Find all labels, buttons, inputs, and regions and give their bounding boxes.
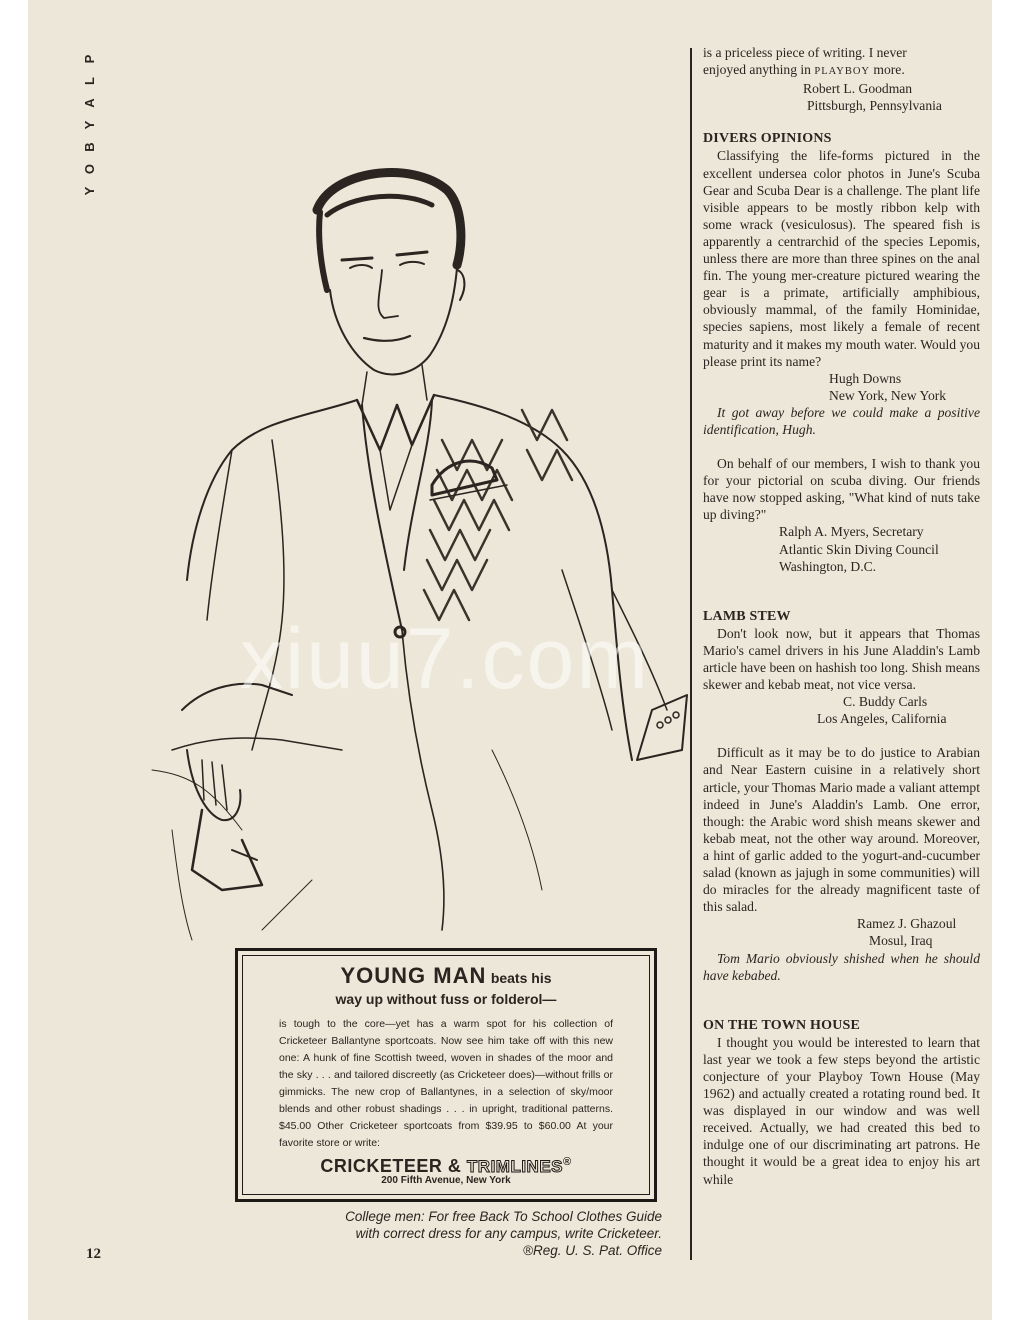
letter-signature: Robert L. Goodman — [803, 81, 913, 97]
letter-location: Washington, D.C. — [779, 558, 877, 574]
ad-brand-logo — [279, 1156, 613, 1177]
section-heading-lamb: LAMB STEW — [703, 608, 791, 624]
letter-signature: C. Buddy Carls — [843, 694, 928, 710]
ad-subhead: way up without fuss or folderol— — [335, 991, 557, 1007]
playboy-smallcaps: PLAYBOY — [814, 66, 870, 78]
letter-location: New York, New York — [829, 387, 947, 403]
cricketeer-ad-box — [235, 948, 657, 1202]
ad-headline-big: YOUNG MAN — [340, 963, 487, 988]
letter-location: Mosul, Iraq — [869, 933, 933, 949]
ad-body-copy: is tough to the core—yet has a warm spot for his collection of Cricketeer Ballantyne sportcoats. Now see him take off with this new one: A hunk of fine Scottish tweed, woven in shades of the moor and the sky . . . and tailored discreetly (as Cricketeer does)—without frills or gimmicks. The new crop of Ballantynes, in a selection of sky/moor blends and other robust shadings . . . in upright, traditional patterns. $45.00 Other Cricketeer sportcoats from $39.95 to $60.00 At your favorite store or write: — [279, 1018, 613, 1149]
letter-text: is a priceless piece of writing. I never — [703, 45, 907, 60]
man-in-sportcoat-illustration — [112, 150, 692, 950]
ad-brand-left: CRICKETEER & — [320, 1156, 462, 1176]
letter-text: On behalf of our members, I wish to thank you for your pictorial on scuba diving. Our friends have now stopped asking, "What kind of nuts take up diving?" — [703, 456, 980, 523]
page-number: 12 — [86, 1246, 101, 1262]
ad-headline — [279, 963, 613, 1010]
ad-brand-right: TRIMLINES — [466, 1157, 564, 1176]
letter-location: Atlantic Skin Diving Council — [779, 541, 939, 557]
ad-brand-mark: ® — [563, 1156, 572, 1168]
ad-address: 200 Fifth Avenue, New York — [381, 1175, 511, 1186]
section-heading-town-house: ON THE TOWN HOUSE — [703, 1017, 861, 1033]
letter-text: Classifying the life-forms pictured in the excellent undersea color photos in June's Scuba Gear and Scuba Dear is a challenge. The plant life visible appears to be mostly ribbon kelp with some wrack (vesiculosus). The speared fish is apparently a centrarchid of the species Lepomis, unless there are more than three spines on the anal fin. The young mer-creature pictured wearing the gear is a primate, artificially amphibious, obviously mammal, of the family Hominidae, species sapiens, most likely a female of recent maturity and it makes my mouth water. Would you please print its name? — [703, 148, 980, 369]
letters-column — [703, 44, 980, 1188]
letter-signature: Ralph A. Myers, Secretary — [779, 524, 924, 540]
editor-reply: Tom Mario obviously shished when he should have kebabed. — [703, 950, 980, 983]
ad-caption-line: ®Reg. U. S. Pat. Office — [523, 1243, 662, 1258]
ad-caption-line: with correct dress for any campus, write Cricketeer. — [355, 1226, 662, 1241]
letter-text: enjoyed anything in PLAYBOY more. — [703, 62, 905, 78]
letter-location: Pittsburgh, Pennsylvania — [807, 98, 942, 114]
column-rule — [690, 48, 692, 1260]
section-heading-divers: DIVERS OPINIONS — [703, 131, 832, 147]
letter-signature: Hugh Downs — [829, 370, 902, 386]
magazine-masthead: P L A Y B O Y — [82, 54, 97, 196]
cricketeer-ad-inner — [242, 955, 650, 1195]
ad-headline-small: beats his — [490, 970, 552, 986]
letter-location: Los Angeles, California — [817, 711, 947, 727]
letter-text: Don't look now, but it appears that Thomas Mario's camel drivers in his June Aladdin's Lamb article have been on hashish too long. Shish means skewer and kebab meat, not vice versa. — [703, 625, 980, 693]
ad-caption — [230, 1208, 662, 1259]
letter-text: Difficult as it may be to do justice to Arabian and Near Eastern cuisine in a relatively short article, your Thomas Mario made a valiant attempt indeed in June's Aladdin's Lamb. One error, though: the Arabic word shish means skewer and kebab meat, not the other way around. Moreover, a hint of garlic added to the yogurt-and-cucumber salad (known as jajugh in some communities) will do miracles for the already magnificent taste of this salad. — [703, 745, 980, 915]
watermark: xiuu7.com — [240, 611, 650, 707]
ad-caption-line: College men: For free Back To School Clothes Guide — [345, 1209, 662, 1224]
letter-signature: Ramez J. Ghazoul — [857, 916, 957, 932]
letter-text: I thought you would be interested to learn that last year we took a few steps beyond the artistic conjecture of your Playboy Town House (May 1962) and actually created a rotating round bed. It was displayed in our window and was well received. Actually, we had created this bed to indulge one of our discriminating art patrons. He thought it would be a great idea to enjoy his art while — [703, 1034, 980, 1187]
editor-reply: It got away before we could make a positive identification, Hugh. — [703, 404, 980, 437]
